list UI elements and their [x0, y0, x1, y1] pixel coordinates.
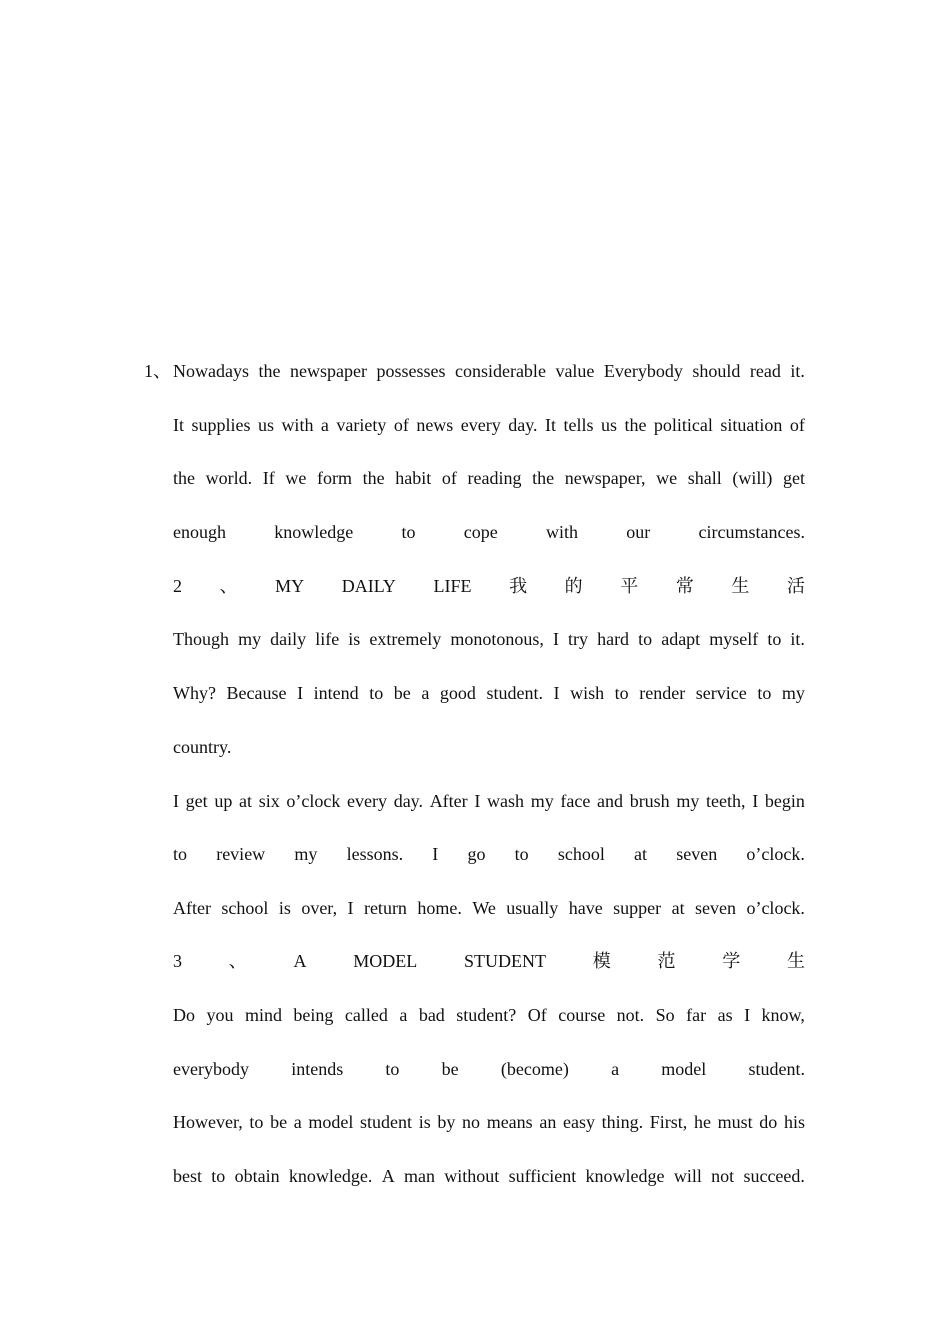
heading-token: 生 — [731, 576, 750, 596]
word: thing. — [601, 1112, 644, 1132]
text-line — [173, 1054, 805, 1084]
word: be — [393, 683, 411, 703]
word: called — [344, 1005, 388, 1025]
word: is — [278, 898, 291, 918]
heading-token: 模 — [592, 951, 611, 971]
word: home. — [417, 898, 462, 918]
word: must — [717, 1112, 753, 1132]
word: us — [257, 415, 274, 435]
text-line — [173, 463, 805, 493]
word: seven — [695, 898, 737, 918]
word: hard — [597, 629, 630, 649]
word: bad — [418, 1005, 445, 1025]
word: Do — [173, 1005, 195, 1025]
word: news — [416, 415, 454, 435]
word: man — [403, 1166, 435, 1186]
word: with — [545, 522, 578, 542]
heading-token: 2 — [173, 576, 182, 596]
word: means — [486, 1112, 533, 1132]
word: be — [441, 1059, 459, 1079]
word: However, — [173, 1112, 243, 1132]
word: Though — [173, 629, 229, 649]
text-line: country. — [173, 737, 232, 757]
word: wish — [570, 683, 605, 703]
word: student — [360, 1112, 413, 1132]
word: obtain — [234, 1166, 280, 1186]
word: up — [214, 791, 233, 811]
word: being — [293, 1005, 334, 1025]
word: do — [759, 1112, 778, 1132]
word: intend — [313, 683, 359, 703]
heading-token: 的 — [564, 576, 583, 596]
word: school — [221, 898, 269, 918]
word: Nowadays — [173, 361, 249, 381]
word: to — [173, 844, 188, 864]
word: variety — [336, 415, 387, 435]
word: an — [539, 1112, 557, 1132]
word: model — [661, 1059, 707, 1079]
word: newspaper — [289, 361, 367, 381]
word: a — [399, 1005, 408, 1025]
word: I — [474, 791, 481, 811]
word: course — [558, 1005, 606, 1025]
word: to — [211, 1166, 226, 1186]
word: lessons. — [346, 844, 404, 864]
word: I — [744, 1005, 751, 1025]
word: brush — [629, 791, 670, 811]
word: adapt — [661, 629, 701, 649]
word: over, — [301, 898, 338, 918]
word: habit — [395, 468, 432, 488]
word: good — [439, 683, 476, 703]
word: the — [173, 468, 195, 488]
word: political — [653, 415, 713, 435]
word: to — [385, 1059, 400, 1079]
heading-token: STUDENT — [464, 951, 546, 971]
word: easy — [562, 1112, 595, 1132]
word: teeth, — [706, 791, 746, 811]
word: be — [270, 1112, 288, 1132]
word: at — [239, 791, 253, 811]
word: I — [432, 844, 439, 864]
section-heading-3 — [173, 946, 805, 976]
text-line — [173, 1161, 805, 1191]
heading-token: 学 — [722, 951, 741, 971]
word: begin — [764, 791, 805, 811]
word: of — [393, 415, 409, 435]
word: Why? — [173, 683, 216, 703]
word: o’clock. — [746, 898, 805, 918]
word: form — [317, 468, 352, 488]
word: myself — [709, 629, 759, 649]
word: every — [347, 791, 388, 811]
word: the — [362, 468, 385, 488]
heading-token: 活 — [786, 576, 805, 596]
word: a — [421, 683, 430, 703]
word: succeed. — [743, 1166, 805, 1186]
word: seven — [676, 844, 718, 864]
word: cope — [463, 522, 498, 542]
word: we — [656, 468, 678, 488]
word: knowledge — [274, 522, 354, 542]
word: I — [553, 683, 560, 703]
word: is — [418, 1112, 431, 1132]
word: at — [671, 898, 685, 918]
word: day. — [508, 415, 538, 435]
text-line — [173, 678, 805, 708]
word: no — [462, 1112, 481, 1132]
heading-token: LIFE — [433, 576, 472, 596]
word: his — [783, 1112, 805, 1132]
word: extremely — [369, 629, 442, 649]
word: the — [532, 468, 555, 488]
text-line — [173, 839, 805, 869]
word: Everybody — [603, 361, 683, 381]
word: First, — [649, 1112, 688, 1132]
word: tells — [563, 415, 594, 435]
heading-token: 范 — [657, 951, 676, 971]
text-line — [173, 1107, 805, 1137]
word: supper — [613, 898, 662, 918]
word: have — [568, 898, 603, 918]
text-line — [173, 624, 805, 654]
word: world. — [205, 468, 253, 488]
word: best — [173, 1166, 202, 1186]
word: my — [676, 791, 700, 811]
word: knowledge. — [288, 1166, 373, 1186]
word: to — [401, 522, 416, 542]
word: (will) — [732, 468, 773, 488]
word: as — [717, 1005, 733, 1025]
word: service — [695, 683, 747, 703]
word: by — [437, 1112, 456, 1132]
heading-token: 我 — [509, 576, 528, 596]
word: every — [460, 415, 501, 435]
word: not — [711, 1166, 735, 1186]
word: a — [293, 1112, 302, 1132]
heading-token: 、 — [228, 951, 247, 971]
word: o’clock — [286, 791, 341, 811]
word: go — [467, 844, 486, 864]
word: to — [767, 629, 782, 649]
text-line — [173, 517, 805, 547]
word: we — [285, 468, 307, 488]
word: shall — [687, 468, 722, 488]
word: possesses — [376, 361, 446, 381]
word: Of — [527, 1005, 547, 1025]
word: newspaper, — [564, 468, 646, 488]
heading-token: MY — [275, 576, 305, 596]
word: to — [514, 844, 529, 864]
word: supplies — [191, 415, 251, 435]
text-line — [173, 893, 805, 923]
section-heading-2 — [173, 571, 805, 601]
word: you — [206, 1005, 234, 1025]
word: (become) — [500, 1059, 569, 1079]
word: to — [249, 1112, 264, 1132]
word: It — [545, 415, 557, 435]
heading-token: 3 — [173, 951, 182, 971]
word: student? — [456, 1005, 517, 1025]
word: So — [655, 1005, 675, 1025]
word: daily — [270, 629, 307, 649]
word: far — [686, 1005, 707, 1025]
word: to — [638, 629, 653, 649]
word: A — [381, 1166, 395, 1186]
word: intends — [291, 1059, 344, 1079]
word: read — [749, 361, 781, 381]
word: model — [308, 1112, 354, 1132]
word: I — [552, 629, 559, 649]
word: six — [258, 791, 280, 811]
word: to — [369, 683, 384, 703]
word: I — [347, 898, 354, 918]
word: everybody — [173, 1059, 249, 1079]
text-line — [173, 786, 805, 816]
word: of — [789, 415, 805, 435]
word: a — [611, 1059, 620, 1079]
word: student. — [748, 1059, 805, 1079]
word: to — [614, 683, 629, 703]
heading-token: 生 — [787, 951, 805, 971]
word: get — [185, 791, 208, 811]
word: the — [258, 361, 281, 381]
text-line — [173, 410, 805, 440]
word: will — [673, 1166, 702, 1186]
word: day. — [393, 791, 424, 811]
item-1-marker: 1、 — [144, 361, 171, 381]
word: our — [626, 522, 651, 542]
heading-token: 常 — [675, 576, 694, 596]
word: knowledge — [585, 1166, 665, 1186]
word: of — [441, 468, 457, 488]
word: We — [472, 898, 496, 918]
word: considerable — [454, 361, 546, 381]
word: Because — [226, 683, 287, 703]
word: school — [557, 844, 605, 864]
word: to — [757, 683, 772, 703]
word: reading — [467, 468, 522, 488]
word: the — [624, 415, 647, 435]
word: usually — [506, 898, 559, 918]
word: at — [634, 844, 648, 864]
word: us — [600, 415, 617, 435]
word: After — [429, 791, 468, 811]
heading-token: A — [293, 951, 307, 971]
word: know, — [761, 1005, 805, 1025]
heading-token: 平 — [620, 576, 639, 596]
word: return — [363, 898, 407, 918]
word: circumstances. — [698, 522, 805, 542]
text-line — [173, 1000, 805, 1030]
word: a — [320, 415, 329, 435]
word: review — [216, 844, 266, 864]
heading-token: 、 — [219, 576, 238, 596]
word: try — [568, 629, 589, 649]
word: my — [294, 844, 318, 864]
word: After — [173, 898, 211, 918]
word: situation — [720, 415, 783, 435]
word: life — [315, 629, 340, 649]
word: should — [692, 361, 741, 381]
word: my — [238, 629, 262, 649]
word: my — [530, 791, 554, 811]
word: I — [297, 683, 304, 703]
word: with — [281, 415, 314, 435]
word: without — [444, 1166, 500, 1186]
word: sufficient — [508, 1166, 577, 1186]
word: student. — [486, 683, 543, 703]
word: I — [752, 791, 759, 811]
word: monotonous, — [450, 629, 544, 649]
heading-token: DAILY — [341, 576, 396, 596]
word: face — [560, 791, 591, 811]
word: render — [639, 683, 686, 703]
word: it. — [790, 629, 805, 649]
word: enough — [173, 522, 226, 542]
word: It — [173, 415, 184, 435]
word: not. — [616, 1005, 645, 1025]
word: wash — [487, 791, 525, 811]
word: If — [262, 468, 275, 488]
word: my — [781, 683, 805, 703]
word: is — [348, 629, 361, 649]
word: get — [782, 468, 805, 488]
text-line — [173, 356, 805, 386]
word: o’clock. — [746, 844, 805, 864]
word: he — [693, 1112, 711, 1132]
word: value — [555, 361, 595, 381]
word: mind — [244, 1005, 282, 1025]
heading-token: MODEL — [353, 951, 418, 971]
word: it. — [790, 361, 805, 381]
word: I — [173, 791, 179, 811]
word: and — [597, 791, 624, 811]
